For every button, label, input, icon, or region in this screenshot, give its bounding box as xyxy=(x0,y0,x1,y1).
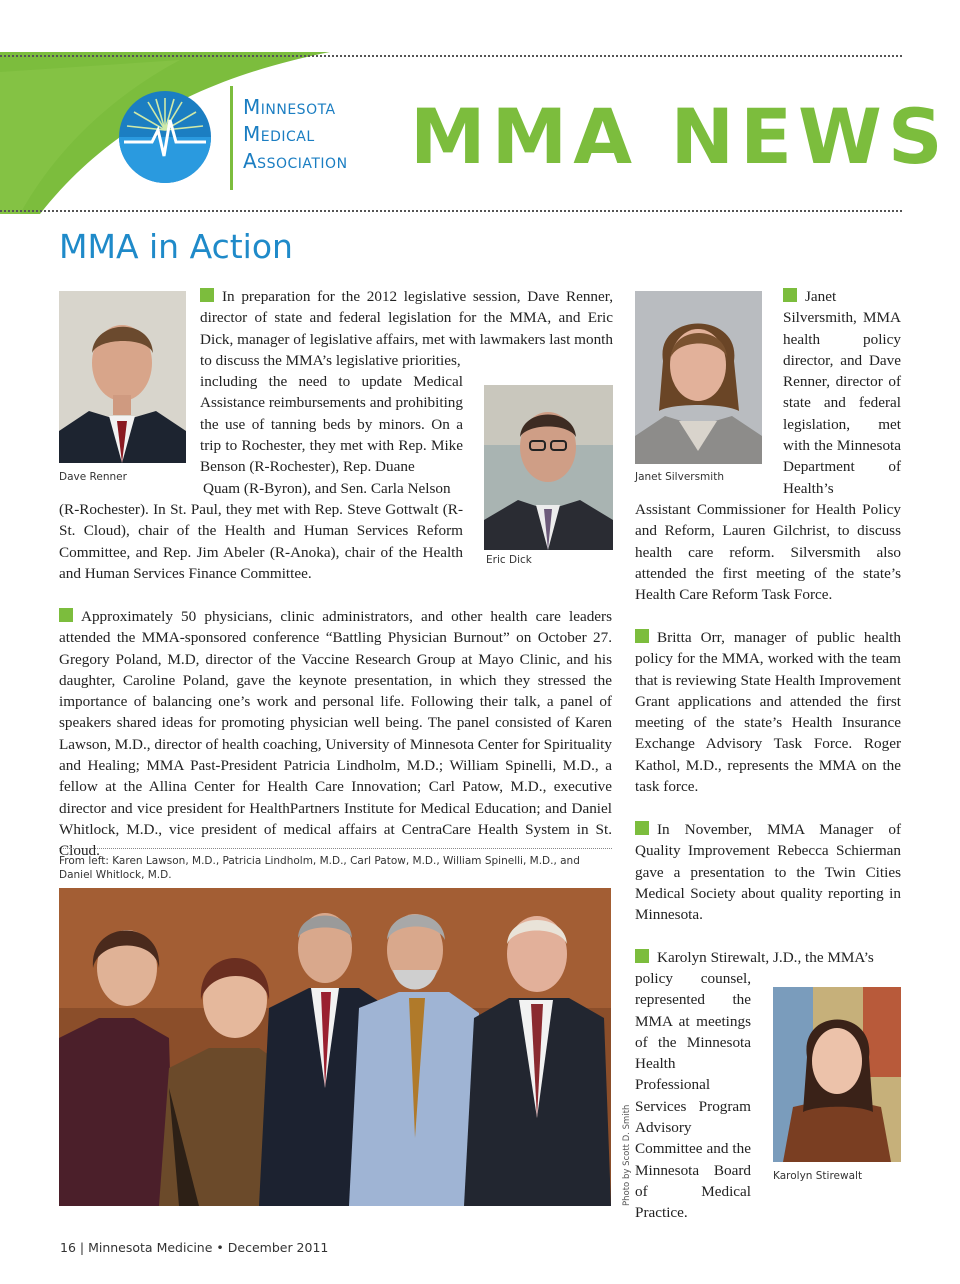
top-dotted-rule xyxy=(0,55,902,57)
banner-dotted-rule xyxy=(0,210,902,212)
right-p1-part-a xyxy=(783,286,901,499)
left-p2 xyxy=(59,606,612,862)
caption-karolyn-stirewalt: Karolyn Stirewalt xyxy=(773,1170,863,1182)
photo-dave-renner xyxy=(59,291,186,463)
bullet-square-icon xyxy=(635,629,649,643)
photo-eric-dick xyxy=(484,385,613,550)
bullet-square-icon xyxy=(783,288,797,302)
page-footer xyxy=(60,1240,328,1255)
photo-karolyn-stirewalt xyxy=(773,987,901,1162)
bullet-square-icon xyxy=(635,949,649,963)
left-p1-text-a: In preparation for the 2012 legislative session, Dave Renner, director of state and federal legislation for the MMA, and Eric Dick, manager of legislative affairs, met with lawmakers last month to discuss the MMA’s legislative priorities, xyxy=(200,288,613,369)
banner-title: MMA NEWS xyxy=(410,92,949,181)
footer-publication: Minnesota Medicine xyxy=(88,1240,213,1255)
right-p3-text: In November, MMA Manager of Quality Improvement Rebecca Schierman gave a presentation to the Twin Cities Medical Society about quality reporting in Minnesota. xyxy=(635,821,901,924)
left-p1-part-d: (R-Rochester). In St. Paul, they met with Rep. Steve Gottwalt (R-St. Cloud), chair of the Health and Human Services Reform Committee, and Rep. Jim Abeler (R-Anoka), chair of the Health and Human Services Finance Committee. xyxy=(59,501,463,582)
caption-divider xyxy=(59,848,612,849)
logo-sunburst-icon xyxy=(118,90,212,184)
footer-separator: | xyxy=(79,1240,89,1255)
right-p3 xyxy=(635,819,901,925)
caption-eric-dick: Eric Dick xyxy=(486,554,532,566)
caption-dave-renner: Dave Renner xyxy=(59,471,127,483)
left-p2-text: Approximately 50 physicians, clinic administrators, and other health care leaders attended the MMA-sponsored conference “Battling Physician Burnout” on October 27. Gregory Poland, M.D, director of the Vaccine Research Group at Mayo Clinic, and his daughter, Caroline Poland, gave the keynote presentation, in which they stressed the importance of balancing one’s work and personal life. Following their talk, a panel of speakers shared ideas for promoting physician well being. The panel consisted of Karen Lawson, M.D., director of health coaching, University of Minnesota Center for Spirituality and Healing; MMA Past-President Patricia Lindholm, M.D.; William Spinelli, M.D., a fellow at the Allina Center for Health Care Innovation; Carl Patow, M.D., executive director and vice president for HealthPartners Institute for Medical Education; and Daniel Whitlock, M.D., vice president of medical affairs at CentraCare Health System in St. Cloud. xyxy=(59,608,612,860)
right-p1-part-b: Assistant Commissioner for Health Policy and Reform, Lauren Gilchrist, to discuss health care reform. Silversmith also attended the first meeting of the state’s Health Care Reform Task Force. xyxy=(635,501,901,604)
footer-page-number: 16 xyxy=(60,1240,76,1255)
right-p4-part-a xyxy=(635,947,901,968)
footer-bullet: • xyxy=(216,1240,228,1255)
photo-janet-silversmith xyxy=(635,291,762,464)
right-p2 xyxy=(635,627,901,797)
right-p1-text-a: Janet Silversmith, MMA health policy director, and Dave Renner, director of state and federal legislation, met with the Minnesota Department of Health’s xyxy=(783,288,901,497)
org-name-line1: Minnesota xyxy=(243,95,336,119)
org-name xyxy=(243,94,348,175)
footer-issue: December 2011 xyxy=(227,1240,329,1255)
right-p4-part-b: policy counsel, represented the MMA at meetings of the Minnesota Health Professional Services Program Advisory Committee and the Minnesota Board of Medical Practice. xyxy=(635,970,751,1222)
group-caption: From left: Karen Lawson, M.D., Patricia Lindholm, M.D., Carl Patow, M.D., William Spinelli, M.D., and Daniel Whitlock, M.D. xyxy=(59,855,580,881)
org-name-line3: Association xyxy=(243,149,348,173)
bullet-square-icon xyxy=(200,288,214,302)
bullet-square-icon xyxy=(59,608,73,622)
org-name-line2: Medical xyxy=(243,122,315,146)
photo-credit: Photo by Scott D. Smith xyxy=(622,1104,632,1206)
caption-janet-silversmith: Janet Silversmith xyxy=(635,471,724,483)
mma-logo xyxy=(118,90,212,184)
left-p1-part-b: including the need to update Medical Assistance reimbursements and prohibiting the use of tanning beds by minors. On a trip to Rochester, they met with Rep. Mike Benson (R-Rochester), Rep. Duane xyxy=(200,373,463,476)
right-p2-text: Britta Orr, manager of public health policy for the MMA, worked with the team that is reviewing State Health Improvement Grant applications and attended the first meeting of the state’s Health Insurance Exchange Advisory Task Force. Roger Kathol, M.D., represents the MMA on the task force. xyxy=(635,629,901,796)
section-title: MMA in Action xyxy=(59,227,293,266)
bullet-square-icon xyxy=(635,821,649,835)
group-photo xyxy=(59,888,611,1206)
left-p1-part-a xyxy=(200,286,613,371)
left-p1-part-c: Quam (R-Byron), and Sen. Carla Nelson xyxy=(203,480,451,497)
logo-divider xyxy=(230,86,233,190)
right-p4-text-a: Karolyn Stirewalt, J.D., the MMA’s xyxy=(657,949,874,966)
